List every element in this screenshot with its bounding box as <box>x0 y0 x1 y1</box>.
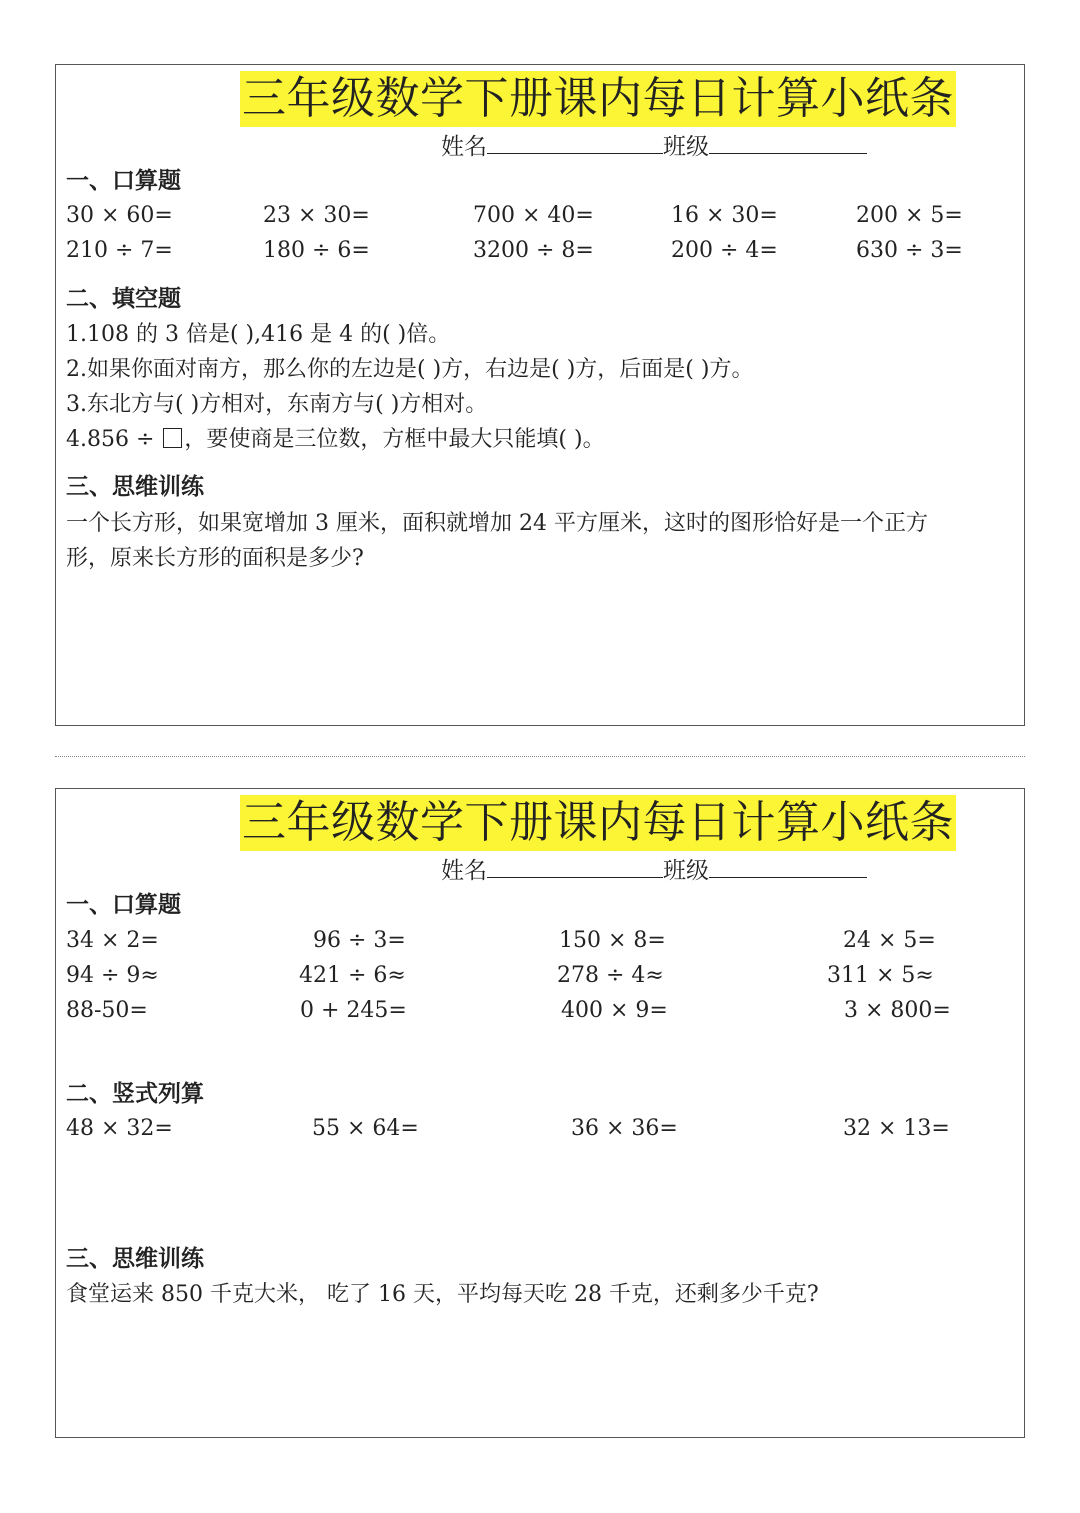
section-heading-thinking: 三、思维训练 <box>66 473 204 500</box>
calc-problem: 16 × 30= <box>671 203 778 228</box>
calc-problem: 200 × 5= <box>856 203 963 228</box>
class-label: 班级 <box>663 858 709 884</box>
calc-problem: 3200 ÷ 8= <box>473 238 594 263</box>
worksheet-1 <box>55 64 1025 726</box>
calc-problem: 200 ÷ 4= <box>671 238 778 263</box>
square-box-icon <box>163 428 182 448</box>
calc-problem: 94 ÷ 9≈ <box>66 963 159 988</box>
section-heading-fill-blank: 二、填空题 <box>66 285 181 312</box>
vertical-calc-problem: 32 × 13= <box>843 1116 950 1141</box>
calc-problem: 24 × 5= <box>843 928 936 953</box>
name-blank-line <box>487 855 663 878</box>
calc-problem: 150 × 8= <box>559 928 666 953</box>
calc-problem: 630 ÷ 3= <box>856 238 963 263</box>
name-class-row <box>441 855 867 886</box>
name-label: 姓名 <box>441 858 487 884</box>
calc-problem: 88-50= <box>66 998 148 1023</box>
calc-problem: 3 × 800= <box>844 998 951 1023</box>
calc-problem: 421 ÷ 6≈ <box>299 963 406 988</box>
worksheet-title: 三年级数学下册课内每日计算小纸条 <box>240 71 956 127</box>
vertical-calc-problem: 36 × 36= <box>571 1116 678 1141</box>
calc-problem: 210 ÷ 7= <box>66 238 173 263</box>
section-heading-oral-calc: 一、口算题 <box>66 891 181 918</box>
calc-problem: 311 × 5≈ <box>827 963 934 988</box>
fill-blank-item: 3.东北方与( )方相对，东南方与( )方相对。 <box>66 392 488 417</box>
fill-blank-item: 1.108 的 3 倍是( ),416 是 4 的( )倍。 <box>66 322 451 347</box>
worksheet-2 <box>55 788 1025 1438</box>
fill-blank-item <box>66 422 605 457</box>
calc-problem: 34 × 2= <box>66 928 159 953</box>
word-problem-line: 一个长方形，如果宽增加 3 厘米，面积就增加 24 平方厘米，这时的图形恰好是一个正方 <box>66 511 928 536</box>
calc-problem: 0 + 245= <box>300 998 407 1023</box>
vertical-calc-problem: 55 × 64= <box>312 1116 419 1141</box>
name-label: 姓名 <box>441 134 487 160</box>
fill-blank-item: 2.如果你面对南方，那么你的左边是( )方，右边是( )方，后面是( )方。 <box>66 357 754 382</box>
vertical-calc-problem: 48 × 32= <box>66 1116 173 1141</box>
calc-problem: 180 ÷ 6= <box>263 238 370 263</box>
section-heading-thinking: 三、思维训练 <box>66 1245 204 1272</box>
fill-blank-item-prefix: 4.856 ÷ <box>66 427 162 452</box>
section-heading-vertical-calc: 二、竖式列算 <box>66 1080 204 1107</box>
calc-problem: 278 ÷ 4≈ <box>557 963 664 988</box>
word-problem-line: 形，原来长方形的面积是多少? <box>66 546 364 571</box>
worksheet-title: 三年级数学下册课内每日计算小纸条 <box>240 795 956 851</box>
class-blank-line <box>709 131 867 154</box>
calc-problem: 700 × 40= <box>473 203 594 228</box>
name-class-row <box>441 131 867 162</box>
dotted-cut-line <box>55 756 1025 757</box>
calc-problem: 96 ÷ 3= <box>313 928 406 953</box>
fill-blank-item-suffix: ，要使商是三位数，方框中最大只能填( )。 <box>184 427 605 452</box>
calc-problem: 23 × 30= <box>263 203 370 228</box>
calc-problem: 400 × 9= <box>561 998 668 1023</box>
word-problem-line: 食堂运来 850 千克大米， 吃了 16 天，平均每天吃 28 千克，还剩多少千克? <box>66 1282 819 1307</box>
name-blank-line <box>487 131 663 154</box>
calc-problem: 30 × 60= <box>66 203 173 228</box>
class-blank-line <box>709 855 867 878</box>
section-heading-oral-calc: 一、口算题 <box>66 167 181 194</box>
class-label: 班级 <box>663 134 709 160</box>
